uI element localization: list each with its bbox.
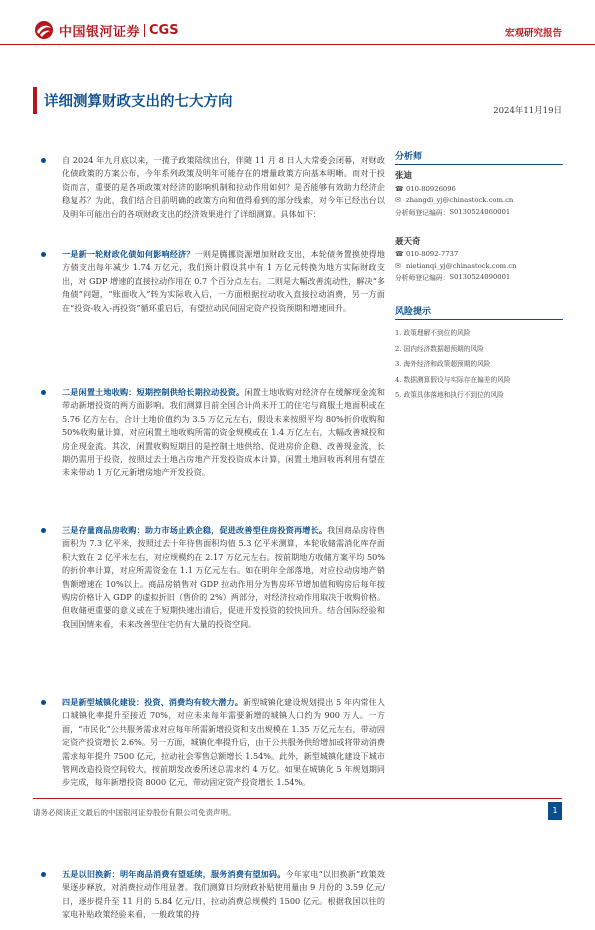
email-icon: ✉ (395, 261, 401, 270)
logo-english-text: CGS (149, 22, 179, 38)
paragraph-urbanization (41, 696, 385, 858)
logo-chinese-text: 中国银河证券 (59, 24, 141, 40)
analyst-cert (395, 272, 563, 284)
logo-separator (144, 24, 145, 37)
paragraph-debt (41, 248, 385, 376)
bullet-icon (41, 528, 46, 533)
paragraph-text: 今年家电“以旧换新”政策效果逐步释放，对消费拉动作用显著。我们测算日均财政补贴使用量由 9 月份的 3.59 亿元/日，逐步提升至 11 月的 5.84 亿元/日，拉动消费总规模约 1500 亿元。根据我国以往的家电补贴政策经验来看，一般政策的持 (62, 869, 385, 920)
analyst-name: 聂天奇 (395, 236, 421, 247)
cert-label: 分析师登记编码： (395, 274, 450, 283)
paragraph-intro (41, 154, 385, 238)
analyst-phone (395, 249, 563, 261)
page-title: 详细测算财政支出的七大方向 (44, 94, 233, 110)
risk-item: 4. 数据测算假设与实际存在偏差的风险 (395, 375, 511, 384)
analyst-name: 张迪 (395, 171, 413, 181)
brand-logo (34, 20, 179, 40)
analysts-heading: 分析师 (395, 149, 563, 165)
phone-text: 010-80926096 (406, 184, 456, 193)
risk-heading: 风险提示 (395, 304, 563, 320)
cert-number: S0130524090001 (449, 273, 511, 282)
report-date: 2024年11月19日 (493, 106, 562, 116)
risk-section (395, 304, 563, 404)
risk-item: 1. 政策理解不到位的风险 (395, 329, 471, 337)
paragraph-text: 新型城镇化建设规划提出 5 年内常住人口城镇化率提升至接近 70%，对应未来每年需要新增的城镇人口约为 900 万人。一方面，“市民化”公共服务需求对应每年所需新增投资和支出规模在 1.35 万亿元左右，带动固定资产投资增长 2.6%。另一方面，城镇化率提升后，由于公共服务供给增加或将带动消费需求每年提升 7500 亿元，拉动社会零售总额增长 1.54%。此外，新型城镇化建设下城市管网改造投资空间较大，按前期发改委所述总需求约 4 万亿。如果在城镇化 5 年规划期同步完成，每年新增投资 8000 亿元，带动固定资产投资增长 1.54%。 (62, 697, 385, 788)
bullet-icon (41, 872, 46, 877)
risk-list (395, 326, 563, 404)
paragraph-text: 闲置土地收购对经济存在缓解现金流和带动新增投资的两方面影响。我们测算目前全国合计尚未开工的住宅与商服土地面积或在 5.76 亿方左右，合计土地价值约为 3.5 万亿元左右，假设未来按照平均 80%折价收购和 50%收购量计算，对应闲置土地收购所需的资金规模或在 1.4 万亿左右，大幅改善城投和房企现金流。其次，闲置收购短期目的是控制土地供给、促进房价企稳、改善现金流，长期仍需用于投资，按照过去土地占房地产开发投资成本计算，闲置土地回收再利用有望在未来带动 1 万亿元新增房地产开发投资。 (62, 387, 385, 478)
paragraph-lead: 三是存量商品房收购：助力市场止跌企稳，促进改善型住房投资再增长。 (62, 525, 328, 535)
bullet-icon (41, 158, 46, 163)
paragraph-housing (41, 524, 385, 686)
analyst-email[interactable] (395, 195, 563, 207)
report-type: 宏观研究报告 (504, 28, 562, 39)
paragraph-text: 我国商品房待售面积为 7.3 亿平米，按照过去十年待售面积均值 5.3 亿平米测算，本轮收储需消化库存面积大致在 2 亿平米左右，对应规模约在 2.17 万亿元左右。按前期地方收储方案平均 50%的折价率计算，对应所需资金在 1.1 万亿元左右。如在明年全部落地，对应拉动房地产销售额增速在 10%以上。商品房销售对 GDP 拉动作用分为售房环节增加值和购房后每年按购房价格计入 GDP 的虚拟折旧（售价的 2%）两部分，对经济拉动作用取决于收购价格。但收储更重要的意义或在于短期快速出清后，促进开发投资的较快回升。结合国际经验和我国国情来看，未来改善型住宅仍有大量的投资空间。 (62, 525, 385, 629)
email-text[interactable]: zhangdi_yj@chinastock.com.cn (406, 196, 514, 205)
risk-item: 5. 政策具体落地和执行不到位的风险 (395, 391, 504, 399)
paragraph-text: 一则是腾挪资源增加财政支出，本轮债务置换使得地方债支出每年减少 1.74 万亿元，我们预计假设其中有 1 万亿元转换为地方实际财政支出，对 GDP 增速的直接拉动作用在 0.7 个百分点左右。二则是大幅改善流动性，解决“多角债”问题，“账面收入”转为实际收入后，一方面根据拉动收入直接拉动消费，另一方面在“投资-收入-再投资”循环重启后，有望拉动民间固定资产投资预期和增速回升。 (62, 249, 385, 313)
phone-icon: ☎ (395, 184, 404, 193)
paragraph-tradein (41, 868, 385, 920)
paragraph-lead: 五是以旧换新：明年商品消费有望延续，服务消费有望加码。 (62, 869, 286, 879)
header-divider (0, 44, 595, 45)
bullet-icon (41, 252, 46, 257)
paragraph-land (41, 386, 385, 514)
analyst-email[interactable] (395, 260, 563, 272)
bullet-icon (41, 390, 46, 395)
analyst-card (395, 169, 563, 218)
paragraph-lead: 二是闲置土地收购：短期控制供给长期拉动投资。 (62, 387, 245, 397)
title-accent-bar (33, 87, 37, 114)
page-number: 1 (548, 802, 562, 820)
galaxy-logo-icon (34, 20, 54, 40)
email-icon: ✉ (395, 196, 401, 205)
sidebar (395, 149, 563, 404)
analyst-card (395, 235, 563, 284)
phone-icon: ☎ (395, 250, 404, 259)
paragraph-text: 自 2024 年九月底以来，一揽子政策陆续出台，伴随 11 月 8 日人大常委会闭幕，对财政化债政策的方案公布，今年系列政策及明年可能存在的增量政策方向基本明晰。而对于投资而言，重要的是各项政策对经济的影响机制和拉动作用如何？是否能够有效助力经济企稳复苏？为此，我们结合目前明确的政策方向和值得看到的部分线索，对今年已经出台以及明年可能出台的各项财政支出的经济效果进行了详细测算。具体如下： (62, 155, 385, 219)
cert-number: S0130524060001 (449, 207, 511, 216)
analyst-phone (395, 183, 563, 195)
analyst-cert (395, 206, 563, 218)
footer-disclaimer: 请务必阅读正文最后的中国银河证券股份有限公司免责声明。 (33, 808, 236, 817)
paragraph-lead: 一是新一轮财政化债如何影响经济？ (62, 249, 195, 259)
page-header (0, 0, 595, 46)
footer-divider (33, 798, 562, 799)
bullet-icon (41, 700, 46, 705)
risk-item: 2. 国内经济数据超预期的风险 (395, 344, 484, 353)
email-text[interactable]: nietianqi_yj@chinastock.com.cn (406, 261, 517, 270)
paragraph-lead: 四是新型城镇化建设：投资、消费均有较大潜力。 (62, 697, 243, 707)
risk-item: 3. 海外经济和政策超预期的风险 (395, 360, 491, 368)
phone-text: 010-8092-7737 (406, 250, 459, 259)
cert-label: 分析师登记编码： (395, 208, 450, 217)
